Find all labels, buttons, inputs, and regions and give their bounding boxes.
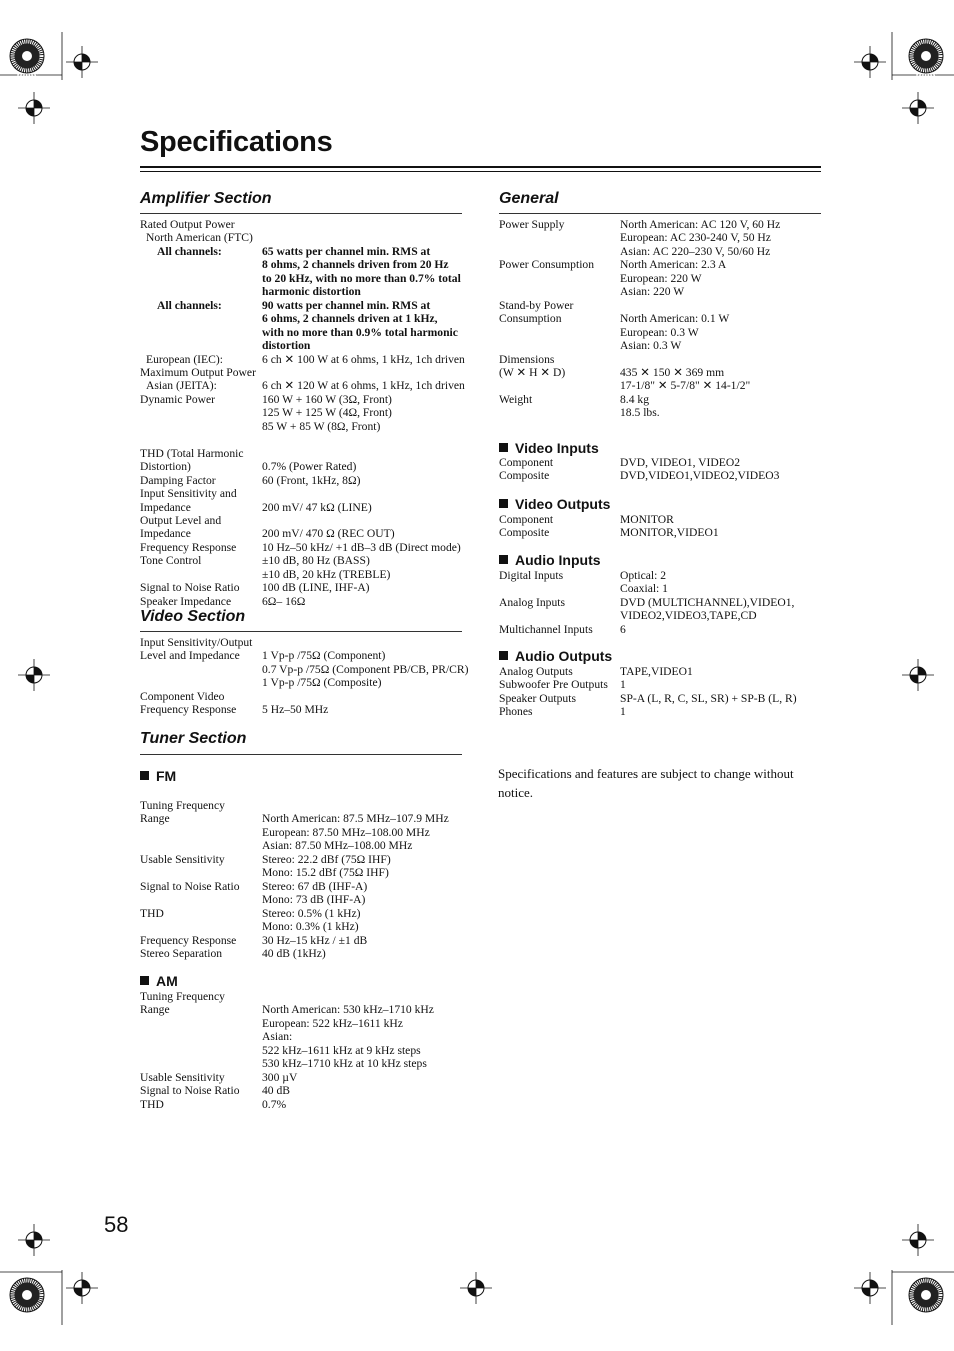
square-bullet-icon <box>499 443 508 452</box>
video-labels <box>140 636 252 717</box>
spec-line: 30 Hz–15 kHz / ±1 dB <box>262 933 368 947</box>
spec-line: 6 ch ✕ 100 W at 6 ohms, 1 kHz, 1ch driven <box>262 352 465 366</box>
section-rule <box>140 754 462 755</box>
spec-line <box>146 514 253 527</box>
audio-outputs-heading: Audio Outputs <box>499 648 612 664</box>
audio-inputs-heading: Audio Inputs <box>499 552 601 568</box>
spec-line: ±10 dB, 20 kHz (TREBLE) <box>262 567 391 581</box>
spec-line: ±10 dB, 80 Hz (BASS) <box>262 554 370 568</box>
section-rule <box>140 213 462 214</box>
spec-line: Weight <box>499 392 533 406</box>
spec-line: 5 Hz–50 MHz <box>262 703 329 717</box>
spec-line: 0.7 Vp-p /75Ω (Component PB/CB, PR/CR) <box>262 662 469 676</box>
spec-line <box>146 218 253 231</box>
spec-line <box>262 514 465 527</box>
spec-line: Mono: 73 dB (IHF-A) <box>262 893 366 907</box>
spec-line <box>146 312 253 325</box>
spec-line <box>620 299 780 312</box>
spec-line: Phones <box>499 705 533 719</box>
am-values <box>262 990 434 1111</box>
spec-line <box>499 339 594 352</box>
spec-line <box>146 339 253 352</box>
video-inputs-labels <box>499 456 553 483</box>
spec-line: 6Ω– 16Ω <box>262 594 306 608</box>
spec-line <box>146 420 253 433</box>
spec-line: 530 kHz–1710 kHz at 10 kHz steps <box>262 1057 427 1071</box>
spec-line: 8 ohms, 2 channels driven from 20 Hz <box>262 258 449 272</box>
spec-line: TAPE,VIDEO1 <box>620 665 693 678</box>
spec-line: Signal to Noise Ratio <box>140 1084 240 1098</box>
spec-line: to 20 kHz, with no more than 0.7% total <box>262 271 461 285</box>
spec-line <box>262 487 465 500</box>
spec-line: 522 kHz–1611 kHz at 9 kHz steps <box>262 1043 421 1057</box>
general-section-heading: General <box>499 190 559 207</box>
spec-line: 0.7% <box>262 1097 287 1111</box>
spec-line: 65 watts per channel min. RMS at <box>262 244 431 258</box>
spec-line: Tuning Frequency <box>140 799 225 812</box>
spec-line <box>146 541 253 554</box>
spec-line: Input Sensitivity/Output <box>140 636 253 649</box>
spec-line: European: AC 230-240 V, 50 Hz <box>620 231 771 245</box>
spec-line: Usable Sensitivity <box>140 1070 225 1084</box>
video-outputs-values <box>620 513 719 540</box>
spec-line: Dynamic Power <box>140 392 216 406</box>
spec-line: Power Consumption <box>499 258 595 272</box>
spec-line <box>499 285 594 298</box>
amplifier-section-heading: Amplifier Section <box>140 190 272 207</box>
spec-line <box>499 245 594 258</box>
amplifier-sublabels <box>146 218 253 608</box>
spec-line <box>146 326 253 339</box>
spec-line: European (IEC): <box>146 352 223 366</box>
spec-line: Maximum Output Power <box>140 365 256 379</box>
square-bullet-icon <box>140 976 149 985</box>
audio-inputs-values <box>620 569 794 636</box>
spec-line: European: 87.50 MHz–108.00 MHz <box>262 825 430 839</box>
spec-line: 85 W + 85 W (8Ω, Front) <box>262 419 381 433</box>
spec-line: 10 Hz–50 kHz/ +1 dB–3 dB (Direct mode) <box>262 540 461 554</box>
spec-line <box>499 231 594 244</box>
spec-line: Component Video <box>140 689 225 703</box>
spec-line: Impedance <box>140 500 191 514</box>
spec-line <box>146 258 253 271</box>
spec-line: All channels: <box>157 298 222 312</box>
spec-line: Component <box>499 456 554 469</box>
spec-line <box>499 326 594 339</box>
audio-inputs-labels <box>499 569 593 636</box>
color-target-icon <box>909 39 943 73</box>
spec-line: 60 (Front, 1kHz, 8Ω) <box>262 473 361 487</box>
spec-line: North American: 87.5 MHz–107.9 MHz <box>262 812 449 826</box>
spec-line: Stereo: 67 dB (IHF-A) <box>262 879 368 893</box>
spec-line: Composite <box>499 526 550 540</box>
spec-line: Optical: 2 <box>620 569 667 582</box>
page-number: 58 <box>104 1212 129 1237</box>
spec-line <box>140 1057 240 1070</box>
spec-line: North American: 530 kHz–1710 kHz <box>262 1003 434 1017</box>
disclaimer-note: Specifications and features are subject to change without notice. <box>498 766 794 800</box>
spec-line <box>146 460 253 473</box>
page-title: Specifications <box>140 126 333 158</box>
spec-line: 200 mV/ 47 kΩ (LINE) <box>262 500 372 514</box>
spec-line <box>146 433 253 446</box>
spec-line: 125 W + 125 W (4Ω, Front) <box>262 406 392 420</box>
spec-line <box>262 433 465 446</box>
spec-line <box>499 582 593 595</box>
square-bullet-icon <box>499 651 508 660</box>
spec-line: MONITOR <box>620 513 674 526</box>
spec-line: Level and Impedance <box>140 649 240 663</box>
tuner-section-heading: Tuner Section <box>140 730 247 747</box>
spec-line <box>140 1017 240 1030</box>
spec-line <box>146 272 253 285</box>
spec-line: North American: 0.1 W <box>620 312 730 326</box>
spec-line: 200 mV/ 470 Ω (REC OUT) <box>262 527 395 541</box>
spec-line: 1 Vp-p /75Ω (Composite) <box>262 676 382 690</box>
am-labels <box>140 990 240 1111</box>
spec-line: (W ✕ H ✕ D) <box>499 365 566 379</box>
spec-line <box>262 799 449 812</box>
spec-line: 8.4 kg <box>620 392 649 406</box>
spec-line: Signal to Noise Ratio <box>140 581 240 595</box>
spec-line <box>140 676 252 689</box>
color-target-icon <box>909 1278 943 1312</box>
spec-line: 1 Vp-p /75Ω (Component) <box>262 649 386 663</box>
spec-line <box>146 501 253 514</box>
video-outputs-labels <box>499 513 553 540</box>
spec-line: Analog Outputs <box>499 665 573 678</box>
spec-line: DVD, VIDEO1, VIDEO2 <box>620 456 741 469</box>
square-bullet-icon <box>499 499 508 508</box>
spec-line: Frequency Response <box>140 703 237 717</box>
spec-line: MONITOR,VIDEO1 <box>620 526 719 540</box>
spec-line: Coaxial: 1 <box>620 582 668 596</box>
spec-line <box>140 1044 240 1057</box>
general-labels <box>499 218 594 420</box>
spec-line: Stereo Separation <box>140 946 223 960</box>
spec-line: European: 0.3 W <box>620 325 699 339</box>
spec-line: Asian: <box>262 1030 293 1044</box>
spec-line <box>262 366 465 379</box>
spec-line <box>146 554 253 567</box>
am-heading: AM <box>140 973 178 989</box>
spec-line: 435 ✕ 150 ✕ 369 mm <box>620 365 725 379</box>
spec-line <box>499 272 594 285</box>
spec-line: Tuning Frequency <box>140 990 225 1003</box>
spec-line: Mono: 15.2 dBf (75Ω IHF) <box>262 866 389 880</box>
spec-line: Usable Sensitivity <box>140 852 225 866</box>
spec-line: Digital Inputs <box>499 569 564 582</box>
spec-line <box>262 990 434 1003</box>
spec-line: 90 watts per channel min. RMS at <box>262 298 431 312</box>
spec-line: Asian: AC 220–230 V, 50/60 Hz <box>620 244 771 258</box>
fm-values <box>262 799 449 960</box>
spec-line: Range <box>140 812 170 826</box>
spec-line: Distortion) <box>140 460 191 474</box>
spec-line: Mono: 0.3% (1 kHz) <box>262 920 359 934</box>
spec-line <box>146 285 253 298</box>
spec-line: Subwoofer Pre Outputs <box>499 678 608 692</box>
spec-line <box>140 826 240 839</box>
spec-line: Output Level and <box>140 513 222 527</box>
spec-line: Analog Inputs <box>499 595 566 609</box>
spec-line: Asian (JEITA): <box>146 379 217 393</box>
audio-outputs-labels <box>499 665 608 719</box>
spec-line: European: 522 kHz–1611 kHz <box>262 1016 403 1030</box>
spec-line: VIDEO2,VIDEO3,TAPE,CD <box>620 609 757 623</box>
spec-line <box>146 474 253 487</box>
spec-line: Power Supply <box>499 218 565 231</box>
title-rule-thin <box>140 171 821 172</box>
spec-line: North American: 2.3 A <box>620 258 727 272</box>
spec-line: THD (Total Harmonic <box>140 446 244 460</box>
spec-line <box>499 406 594 419</box>
section-rule <box>140 631 462 632</box>
spec-line: 1 <box>620 705 626 719</box>
spec-line: 100 dB (LINE, IHF-A) <box>262 581 370 595</box>
spec-line: with no more than 0.9% total harmonic <box>262 325 458 339</box>
spec-line: 160 W + 160 W (3Ω, Front) <box>262 392 392 406</box>
spec-line: THD <box>140 1097 164 1111</box>
spec-line: Rated Output Power <box>140 218 235 231</box>
spec-line: All channels: <box>157 244 222 258</box>
video-section-heading: Video Section <box>140 608 246 625</box>
title-rule <box>140 166 821 168</box>
spec-line <box>499 609 593 622</box>
spec-line <box>140 920 240 933</box>
spec-line: North American: AC 120 V, 60 Hz <box>620 218 781 231</box>
section-rule <box>499 213 821 214</box>
spec-line <box>262 447 465 460</box>
spec-line: Asian: 87.50 MHz–108.00 MHz <box>262 839 413 853</box>
spec-line: Consumption <box>499 312 562 326</box>
spec-line: 17-1/8" ✕ 5-7/8" ✕ 14-1/2" <box>620 379 751 393</box>
spec-line: Speaker Outputs <box>499 691 576 705</box>
color-target-icon <box>10 39 44 73</box>
spec-line: North American (FTC) <box>146 231 253 245</box>
square-bullet-icon <box>499 555 508 564</box>
spec-line <box>146 527 253 540</box>
spec-line: THD <box>140 906 164 920</box>
spec-line: Signal to Noise Ratio <box>140 879 240 893</box>
spec-line: 0.7% (Power Rated) <box>262 460 357 474</box>
spec-line <box>620 353 780 366</box>
audio-outputs-values <box>620 665 797 719</box>
spec-line <box>140 893 240 906</box>
fm-labels <box>140 799 240 960</box>
video-inputs-heading: Video Inputs <box>499 440 599 456</box>
spec-line: Asian: 220 W <box>620 285 685 299</box>
spec-line <box>140 839 240 852</box>
amplifier-values <box>262 218 465 608</box>
spec-line <box>146 366 253 379</box>
spec-line: harmonic distortion <box>262 285 361 299</box>
spec-line <box>140 663 252 676</box>
spec-line: Tone Control <box>140 554 202 568</box>
spec-line <box>146 568 253 581</box>
spec-line: 1 <box>620 678 626 692</box>
spec-line: 6 ohms, 2 channels driven at 1 kHz, <box>262 312 438 326</box>
video-values <box>262 636 469 717</box>
spec-line: Frequency Response <box>140 540 237 554</box>
spec-line <box>140 866 240 879</box>
spec-line: Impedance <box>140 527 191 541</box>
spec-line <box>499 379 594 392</box>
spec-line: 6 ch ✕ 120 W at 6 ohms, 1 kHz, 1ch driven <box>262 379 465 393</box>
spec-line <box>146 393 253 406</box>
spec-line: Damping Factor <box>140 473 216 487</box>
spec-line: 6 <box>620 622 626 636</box>
spec-line: distortion <box>262 339 311 353</box>
spec-line <box>146 595 253 608</box>
spec-line: Range <box>140 1003 170 1017</box>
spec-line: 18.5 lbs. <box>620 406 660 420</box>
video-outputs-heading: Video Outputs <box>499 496 610 512</box>
spec-line: 40 dB <box>262 1084 291 1098</box>
general-values <box>620 218 780 420</box>
spec-line: 300 µV <box>262 1070 298 1084</box>
square-bullet-icon <box>140 771 149 780</box>
spec-line: Frequency Response <box>140 933 237 947</box>
video-inputs-values <box>620 456 779 483</box>
spec-line <box>146 447 253 460</box>
spec-line: SP-A (L, R, C, SL, SR) + SP-B (L, R) <box>620 691 797 705</box>
spec-line: DVD,VIDEO1,VIDEO2,VIDEO3 <box>620 469 780 483</box>
spec-line <box>140 1030 240 1043</box>
spec-line: DVD (MULTICHANNEL),VIDEO1, <box>620 595 795 609</box>
spec-line: Asian: 0.3 W <box>620 339 682 353</box>
spec-line <box>262 690 469 703</box>
fm-heading: FM <box>140 768 176 784</box>
spec-line <box>262 218 465 231</box>
spec-line: 40 dB (1kHz) <box>262 946 326 960</box>
spec-line: Stand-by Power <box>499 298 574 312</box>
spec-line: Speaker Impedance <box>140 594 232 608</box>
spec-line: Multichannel Inputs <box>499 622 593 636</box>
spec-line <box>262 231 465 244</box>
spec-line <box>146 406 253 419</box>
spec-line: Stereo: 22.2 dBf (75Ω IHF) <box>262 852 391 866</box>
spec-line: Composite <box>499 469 550 483</box>
spec-line: Stereo: 0.5% (1 kHz) <box>262 906 361 920</box>
spec-line: Input Sensitivity and <box>140 487 237 501</box>
spec-line: Dimensions <box>499 352 555 366</box>
spec-line <box>146 581 253 594</box>
spec-line: European: 220 W <box>620 271 702 285</box>
spec-line: Component <box>499 513 554 526</box>
spec-line <box>146 487 253 500</box>
spec-line <box>262 636 469 649</box>
color-target-icon <box>10 1278 44 1312</box>
